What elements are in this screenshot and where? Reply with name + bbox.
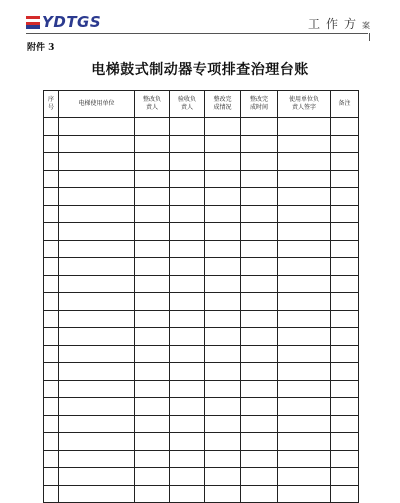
table-cell <box>59 433 135 451</box>
table-cell <box>331 293 359 311</box>
column-header-unit: 电梯使用单位 <box>59 91 135 118</box>
table-cell <box>331 310 359 328</box>
table-cell <box>59 275 135 293</box>
table-cell <box>170 135 205 153</box>
table-cell <box>278 205 331 223</box>
table-cell <box>135 258 170 276</box>
table-cell <box>205 153 241 171</box>
table-cell <box>170 328 205 346</box>
table-cell <box>135 433 170 451</box>
attachment-label: 附件 3 <box>27 43 55 53</box>
table-cell <box>170 153 205 171</box>
table-cell <box>205 258 241 276</box>
table-cell <box>135 240 170 258</box>
table-cell <box>44 415 59 433</box>
table-cell <box>278 293 331 311</box>
table-cell <box>331 188 359 206</box>
table-cell <box>170 363 205 381</box>
header-right-label <box>308 15 370 32</box>
table-cell <box>59 205 135 223</box>
column-header-signature: 使用单位负 责人签字 <box>278 91 331 118</box>
column-header-rectify-owner: 整改负 责人 <box>135 91 170 118</box>
table-cell <box>59 450 135 468</box>
table-row <box>44 240 359 258</box>
table-cell <box>135 223 170 241</box>
table-cell <box>241 135 278 153</box>
table-cell <box>205 118 241 136</box>
table-cell <box>331 205 359 223</box>
column-header-rectify-time: 整改完 成时间 <box>241 91 278 118</box>
table-cell <box>170 275 205 293</box>
table-cell <box>44 240 59 258</box>
document-header <box>26 12 384 36</box>
table-cell <box>278 135 331 153</box>
header-rule <box>26 33 368 34</box>
table-cell <box>44 310 59 328</box>
table-cell <box>59 398 135 416</box>
table-cell <box>205 363 241 381</box>
table-cell <box>241 363 278 381</box>
table-cell <box>241 170 278 188</box>
table-cell <box>205 310 241 328</box>
table-row <box>44 328 359 346</box>
table-cell <box>205 170 241 188</box>
table-row <box>44 118 359 136</box>
table-cell <box>170 205 205 223</box>
table-cell <box>170 433 205 451</box>
table-cell <box>59 328 135 346</box>
table-cell <box>241 398 278 416</box>
table-cell <box>59 118 135 136</box>
table-cell <box>241 118 278 136</box>
table-cell <box>44 135 59 153</box>
table-cell <box>44 468 59 486</box>
table-cell <box>241 240 278 258</box>
table-cell <box>205 380 241 398</box>
table-cell <box>278 153 331 171</box>
table-cell <box>135 310 170 328</box>
table-cell <box>241 205 278 223</box>
table-cell <box>59 468 135 486</box>
table-cell <box>170 188 205 206</box>
table-cell <box>59 345 135 363</box>
table-cell <box>59 223 135 241</box>
column-header-rectify-status: 整改完 成情况 <box>205 91 241 118</box>
table-row <box>44 275 359 293</box>
table-cell <box>135 450 170 468</box>
table-cell <box>44 258 59 276</box>
table-cell <box>205 205 241 223</box>
table-cell <box>241 450 278 468</box>
table-cell <box>241 223 278 241</box>
table-cell <box>331 345 359 363</box>
column-header-remarks: 备注 <box>331 91 359 118</box>
table-cell <box>241 345 278 363</box>
table-cell <box>135 363 170 381</box>
table-cell <box>278 450 331 468</box>
table-cell <box>44 345 59 363</box>
table-cell <box>241 328 278 346</box>
table-cell <box>170 398 205 416</box>
table-cell <box>278 468 331 486</box>
table-row <box>44 433 359 451</box>
table-row <box>44 293 359 311</box>
table-cell <box>205 188 241 206</box>
table-row <box>44 398 359 416</box>
table-cell <box>241 415 278 433</box>
table-cell <box>59 380 135 398</box>
table-cell <box>241 188 278 206</box>
table-cell <box>170 415 205 433</box>
table-cell <box>44 223 59 241</box>
table-cell <box>331 433 359 451</box>
table-cell <box>44 363 59 381</box>
header-right-text: 工作方 <box>307 17 362 31</box>
table-cell <box>205 398 241 416</box>
table-cell <box>331 170 359 188</box>
table-cell <box>170 223 205 241</box>
table-cell <box>170 293 205 311</box>
header-right-small: 案 <box>362 21 370 30</box>
table-cell <box>44 188 59 206</box>
table-cell <box>278 415 331 433</box>
table-cell <box>135 275 170 293</box>
table-cell <box>44 153 59 171</box>
logo-text: YDTGS <box>42 13 102 31</box>
table-cell <box>59 258 135 276</box>
table-cell <box>278 240 331 258</box>
ledger-table <box>43 90 359 503</box>
table-cell <box>241 293 278 311</box>
table-cell <box>44 275 59 293</box>
column-header-acceptance-owner: 验收负 责人 <box>170 91 205 118</box>
table-row <box>44 380 359 398</box>
table-cell <box>205 135 241 153</box>
table-cell <box>170 240 205 258</box>
table-cell <box>278 380 331 398</box>
table-cell <box>331 380 359 398</box>
table-cell <box>44 293 59 311</box>
table-cell <box>59 363 135 381</box>
table-row <box>44 188 359 206</box>
table-cell <box>170 170 205 188</box>
table-cell <box>241 258 278 276</box>
table-cell <box>135 415 170 433</box>
table-cell <box>135 345 170 363</box>
table-cell <box>241 153 278 171</box>
table-cell <box>331 468 359 486</box>
table-cell <box>278 258 331 276</box>
table-cell <box>205 293 241 311</box>
table-cell <box>331 363 359 381</box>
table-cell <box>278 433 331 451</box>
table-row <box>44 363 359 381</box>
flag-icon <box>26 16 40 29</box>
column-header-index: 序 号 <box>44 91 59 118</box>
table-row <box>44 223 359 241</box>
header-tick <box>369 33 370 41</box>
table-cell <box>331 398 359 416</box>
table-cell <box>44 205 59 223</box>
table-cell <box>170 118 205 136</box>
table-cell <box>205 240 241 258</box>
table-cell <box>170 380 205 398</box>
table-cell <box>135 468 170 486</box>
table-cell <box>170 450 205 468</box>
table-cell <box>135 293 170 311</box>
table-cell <box>135 135 170 153</box>
table-cell <box>331 223 359 241</box>
table-cell <box>278 363 331 381</box>
table-row <box>44 450 359 468</box>
company-logo <box>26 12 101 32</box>
table-cell <box>205 223 241 241</box>
table-row <box>44 258 359 276</box>
table-cell <box>59 310 135 328</box>
table-cell <box>44 118 59 136</box>
table-cell <box>205 468 241 486</box>
table-cell <box>331 118 359 136</box>
table-cell <box>205 328 241 346</box>
table-cell <box>241 310 278 328</box>
table-cell <box>59 415 135 433</box>
table-cell <box>278 345 331 363</box>
table-cell <box>59 170 135 188</box>
table-cell <box>205 415 241 433</box>
table-cell <box>278 398 331 416</box>
table-cell <box>205 433 241 451</box>
table-cell <box>205 450 241 468</box>
table-cell <box>278 310 331 328</box>
table-cell <box>278 275 331 293</box>
table-cell <box>331 415 359 433</box>
table-cell <box>241 433 278 451</box>
table-cell <box>170 310 205 328</box>
table-cell <box>170 258 205 276</box>
table-cell <box>278 188 331 206</box>
table-row <box>44 153 359 171</box>
table-cell <box>135 118 170 136</box>
table-cell <box>331 135 359 153</box>
table-row <box>44 345 359 363</box>
table-cell <box>278 223 331 241</box>
table-cell <box>331 275 359 293</box>
table-cell <box>135 205 170 223</box>
table-cell <box>44 398 59 416</box>
table-cell <box>135 153 170 171</box>
table-cell <box>44 170 59 188</box>
table-row <box>44 468 359 486</box>
table-cell <box>278 118 331 136</box>
table-cell <box>59 240 135 258</box>
table-cell <box>44 450 59 468</box>
table-cell <box>278 170 331 188</box>
table-cell <box>170 468 205 486</box>
table-cell <box>278 328 331 346</box>
table-cell <box>59 188 135 206</box>
table-row <box>44 170 359 188</box>
table-cell <box>135 398 170 416</box>
table-header-row <box>44 91 359 118</box>
table-cell <box>135 328 170 346</box>
table-cell <box>135 170 170 188</box>
table-cell <box>331 258 359 276</box>
table-cell <box>205 275 241 293</box>
table-cell <box>331 328 359 346</box>
table-cell <box>331 240 359 258</box>
table-cell <box>59 135 135 153</box>
table-row <box>44 310 359 328</box>
page-title: 电梯鼓式制动器专项排查治理台账 <box>91 62 309 78</box>
table-cell <box>44 380 59 398</box>
table-row <box>44 205 359 223</box>
table-cell <box>205 345 241 363</box>
table-cell <box>241 468 278 486</box>
table-cell <box>135 380 170 398</box>
table-cell <box>170 345 205 363</box>
table-cell <box>331 450 359 468</box>
table-cell <box>241 275 278 293</box>
table-cell <box>44 328 59 346</box>
table-cell <box>44 433 59 451</box>
table-cell <box>331 153 359 171</box>
table-cell <box>59 153 135 171</box>
table-row <box>44 415 359 433</box>
table-cell <box>241 380 278 398</box>
table-cell <box>59 293 135 311</box>
table-cell <box>135 188 170 206</box>
table-row <box>44 135 359 153</box>
